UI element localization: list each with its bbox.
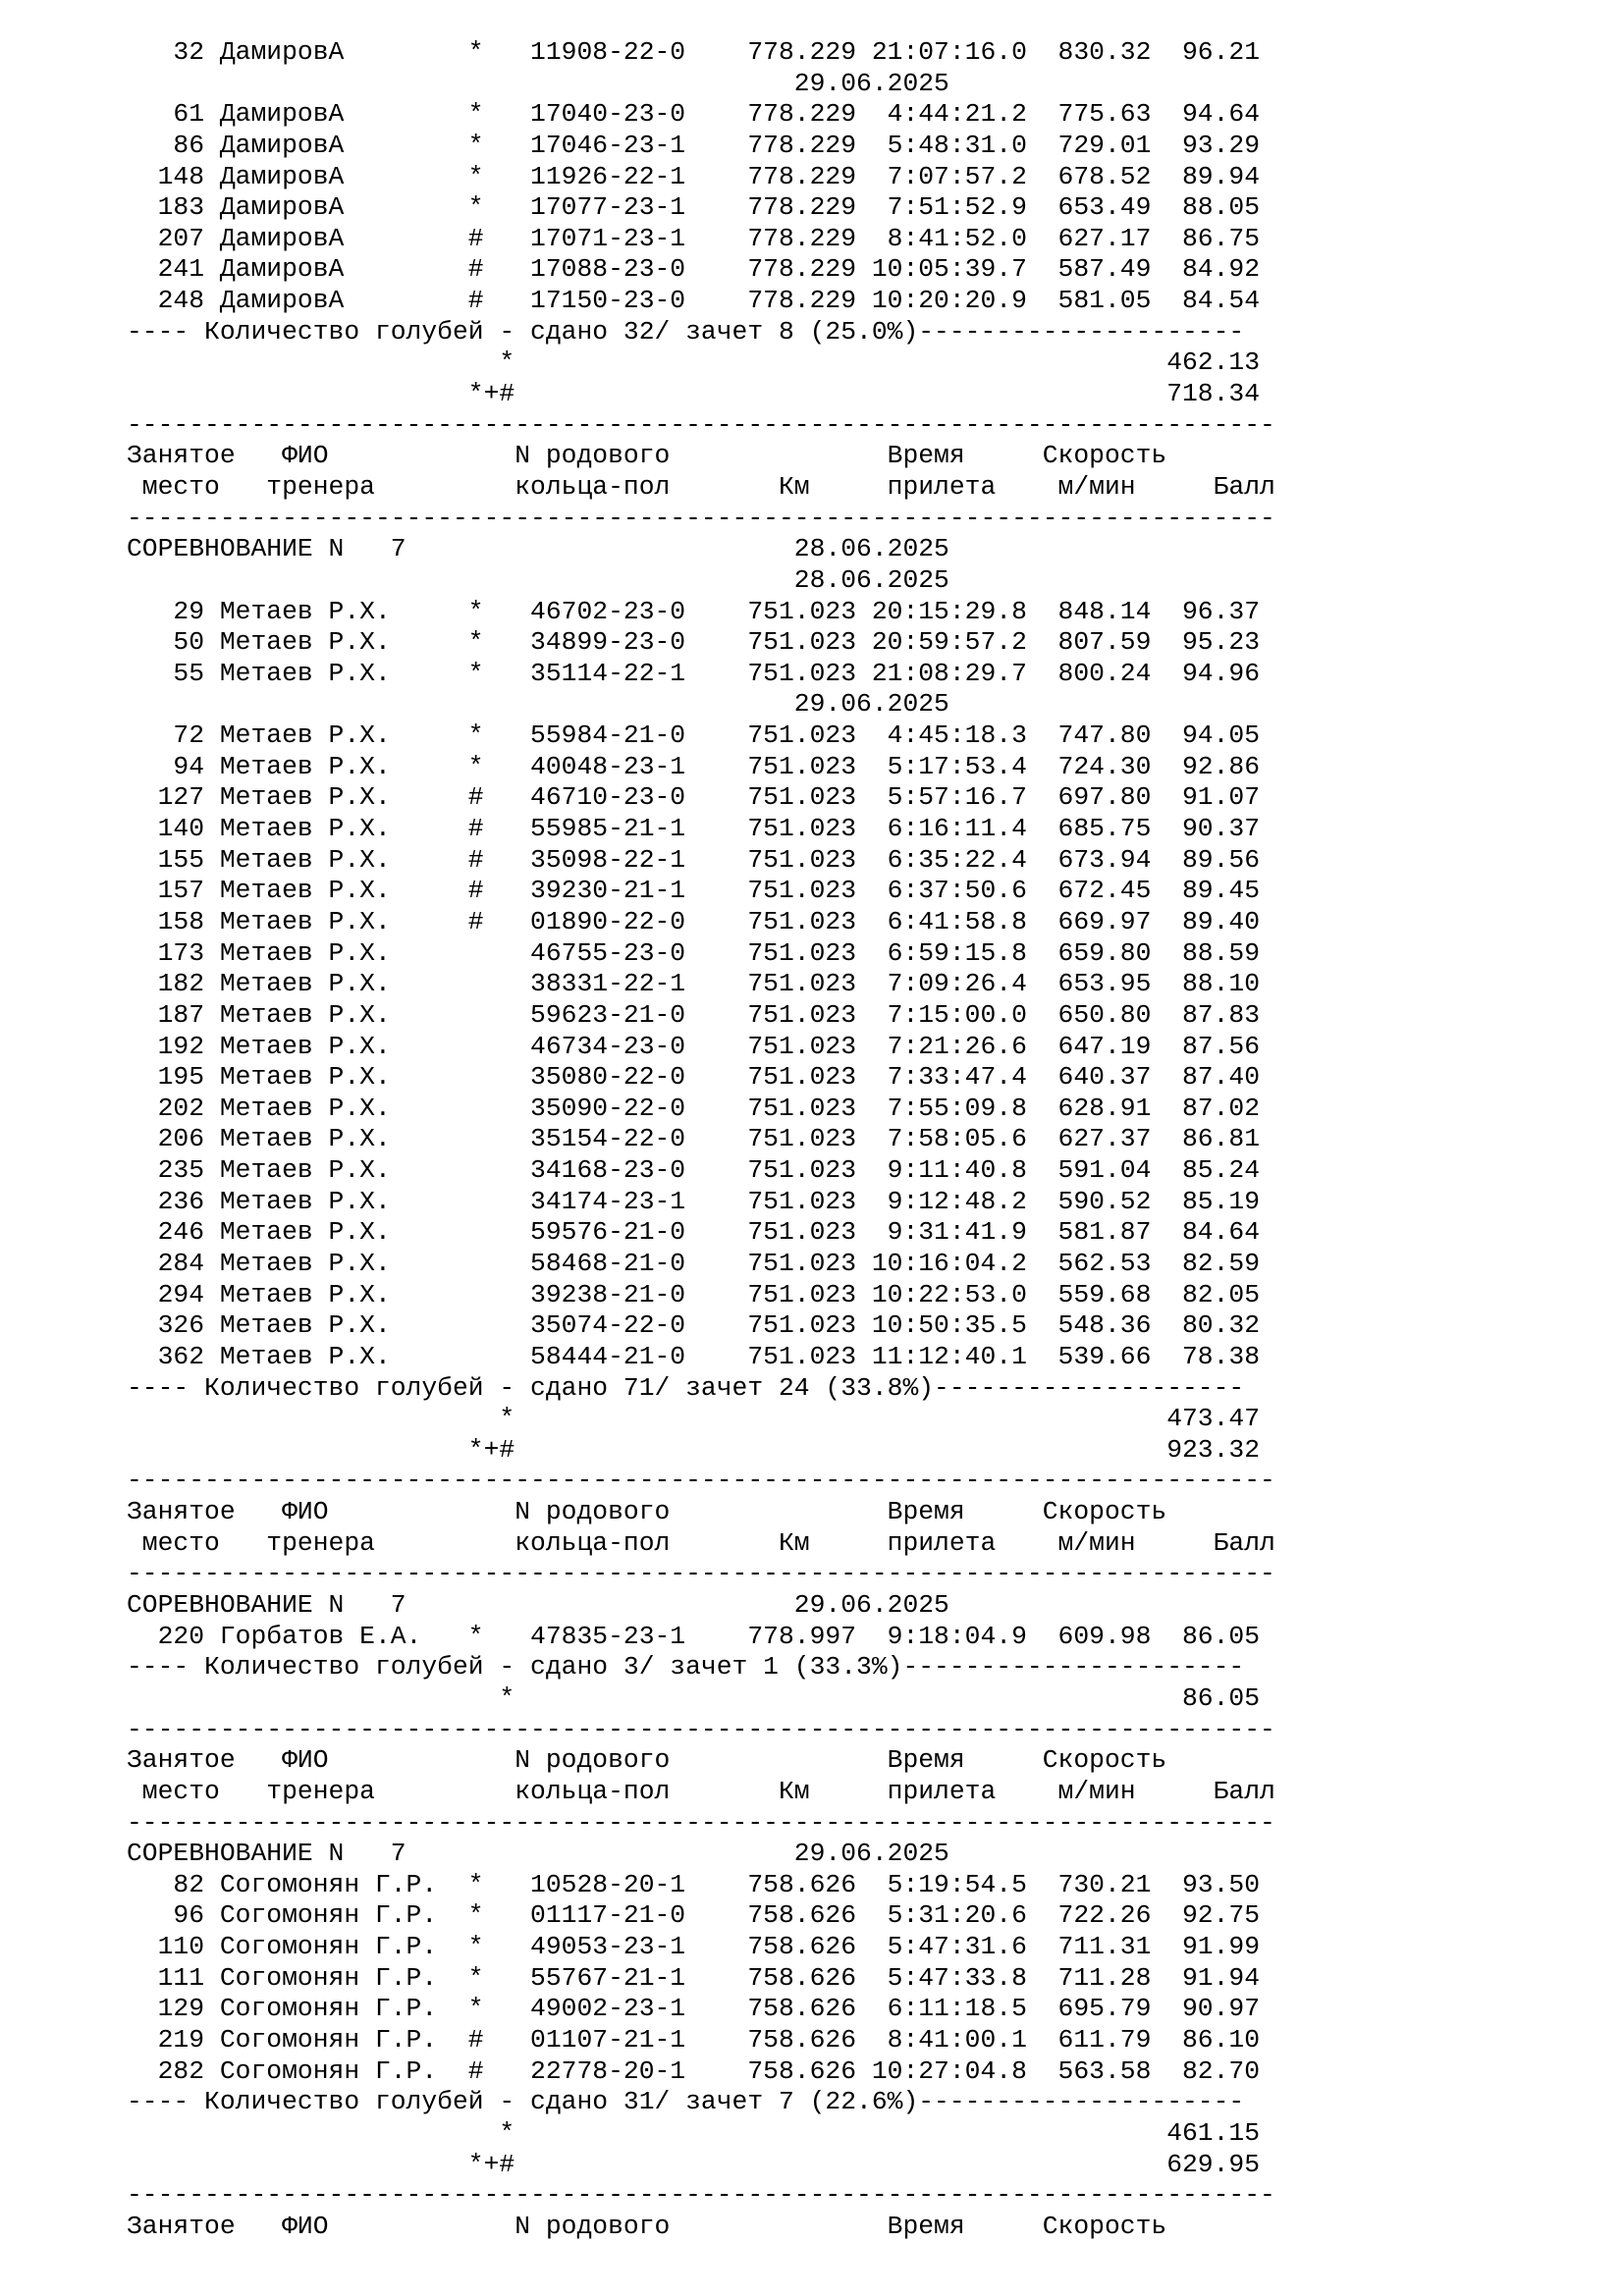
printout-line: 96 Согомонян Г.Р. * 01117-21-0 758.626 5:31:20.6 722.26 92.75 (127, 1900, 1261, 1931)
printout-line: -------------------------------------------------------------------------- (127, 1466, 1275, 1496)
printout-line: Занятое ФИО N родового Время Скорость (127, 441, 1167, 471)
printout-line: 294 Метаев Р.Х. 39238-21-0 751.023 10:22:53.0 559.68 82.05 (127, 1279, 1261, 1309)
printout-line: место тренера кольца-пол Км прилета м/мин Балл (127, 1776, 1275, 1806)
printout-line: -------------------------------------------------------------------------- (127, 503, 1275, 533)
printout-line: 246 Метаев Р.Х. 59576-21-0 751.023 9:31:41.9 581.87 84.64 (127, 1217, 1261, 1248)
printout-line: СОРЕВНОВАНИЕ N 7 29.06.2025 (127, 1839, 949, 1869)
printout-line: 220 Горбатов Е.А. * 47835-23-1 778.997 9:18:04.9 609.98 86.05 (127, 1621, 1261, 1651)
printout-line: ---- Количество голубей - сдано 3/ зачет 1 (33.3%)---------------------- (127, 1652, 1245, 1682)
printout-line: 94 Метаев Р.Х. * 40048-23-1 751.023 5:17:53.4 724.30 92.86 (127, 751, 1261, 781)
printout-line: 72 Метаев Р.Х. * 55984-21-0 751.023 4:45:18.3 747.80 94.05 (127, 721, 1261, 751)
printout-line: Занятое ФИО N родового Время Скорость (127, 1745, 1167, 1776)
printout-line: 129 Согомонян Г.Р. * 49002-23-1 758.626 6:11:18.5 695.79 90.97 (127, 1994, 1261, 2024)
printout-line: место тренера кольца-пол Км прилета м/мин Балл (127, 1527, 1275, 1558)
printout-line: -------------------------------------------------------------------------- (127, 1807, 1275, 1838)
printout-line: 282 Согомонян Г.Р. # 22778-20-1 758.626 10:27:04.8 563.58 82.70 (127, 2056, 1261, 2086)
printout-line: 248 ДамировА # 17150-23-0 778.229 10:20:20.9 581.05 84.54 (127, 286, 1261, 316)
printout-line: место тренера кольца-пол Км прилета м/мин Балл (127, 471, 1275, 502)
printout-line: 187 Метаев Р.Х. 59623-21-0 751.023 7:15:00.0 650.80 87.83 (127, 999, 1261, 1030)
printout-line: * 461.15 (127, 2117, 1261, 2148)
printout-line: -------------------------------------------------------------------------- (127, 1714, 1275, 1744)
printout-line: *+# 923.32 (127, 1434, 1261, 1465)
printout-line: ---- Количество голубей - сдано 31/ зачет 7 (22.6%)--------------------- (127, 2087, 1245, 2117)
printout-line: 182 Метаев Р.Х. 38331-22-1 751.023 7:09:26.4 653.95 88.10 (127, 969, 1261, 999)
printout-line: 206 Метаев Р.Х. 35154-22-0 751.023 7:58:05.6 627.37 86.81 (127, 1124, 1261, 1154)
printout-line: 140 Метаев Р.Х. # 55985-21-1 751.023 6:16:11.4 685.75 90.37 (127, 814, 1261, 844)
results-printout (127, 37, 1275, 2242)
printout-line: 157 Метаев Р.Х. # 39230-21-1 751.023 6:37:50.6 672.45 89.45 (127, 876, 1261, 906)
printout-line: 111 Согомонян Г.Р. * 55767-21-1 758.626 5:47:33.8 711.28 91.94 (127, 1962, 1261, 1993)
printout-line: 192 Метаев Р.Х. 46734-23-0 751.023 7:21:26.6 647.19 87.56 (127, 1031, 1261, 1061)
printout-line: 173 Метаев Р.Х. 46755-23-0 751.023 6:59:15.8 659.80 88.59 (127, 937, 1261, 968)
printout-line: СОРЕВНОВАНИЕ N 7 28.06.2025 (127, 534, 949, 564)
printout-line: 32 ДамировА * 11908-22-0 778.229 21:07:16.0 830.32 96.21 (127, 37, 1261, 67)
printout-line: 326 Метаев Р.Х. 35074-22-0 751.023 10:50:35.5 548.36 80.32 (127, 1310, 1261, 1341)
printout-line: 158 Метаев Р.Х. # 01890-22-0 751.023 6:41:58.8 669.97 89.40 (127, 906, 1261, 936)
printout-line: 155 Метаев Р.Х. # 35098-22-1 751.023 6:35:22.4 673.94 89.56 (127, 844, 1261, 875)
printout-line: -------------------------------------------------------------------------- (127, 409, 1275, 440)
printout-line: 127 Метаев Р.Х. # 46710-23-0 751.023 5:57:16.7 697.80 91.07 (127, 782, 1261, 813)
printout-line: 61 ДамировА * 17040-23-0 778.229 4:44:21.2 775.63 94.64 (127, 99, 1261, 130)
printout-line: 82 Согомонян Г.Р. * 10528-20-1 758.626 5:19:54.5 730.21 93.50 (127, 1869, 1261, 1899)
printout-line: 148 ДамировА * 11926-22-1 778.229 7:07:57.2 678.52 89.94 (127, 161, 1261, 191)
printout-line: 29.06.2025 (127, 68, 949, 98)
printout-line: СОРЕВНОВАНИЕ N 7 29.06.2025 (127, 1590, 949, 1621)
printout-line: 235 Метаев Р.Х. 34168-23-0 751.023 9:11:40.8 591.04 85.24 (127, 1155, 1261, 1186)
printout-line: 241 ДамировА # 17088-23-0 778.229 10:05:39.7 587.49 84.92 (127, 254, 1261, 285)
printout-line: 29.06.2025 (127, 689, 949, 720)
printout-line: 362 Метаев Р.Х. 58444-21-0 751.023 11:12:40.1 539.66 78.38 (127, 1341, 1261, 1371)
printout-line: 183 ДамировА * 17077-23-1 778.229 7:51:52.9 653.49 88.05 (127, 192, 1261, 223)
printout-line: ---- Количество голубей - сдано 32/ зачет 8 (25.0%)--------------------- (127, 316, 1245, 347)
printout-line: 219 Согомонян Г.Р. # 01107-21-1 758.626 8:41:00.1 611.79 86.10 (127, 2025, 1261, 2055)
printout-line: 284 Метаев Р.Х. 58468-21-0 751.023 10:16:04.2 562.53 82.59 (127, 1248, 1261, 1278)
printout-line: 29 Метаев Р.Х. * 46702-23-0 751.023 20:15:29.8 848.14 96.37 (127, 596, 1261, 626)
printout-line: *+# 718.34 (127, 379, 1261, 409)
printout-line: 202 Метаев Р.Х. 35090-22-0 751.023 7:55:09.8 628.91 87.02 (127, 1093, 1261, 1123)
printout-line: 50 Метаев Р.Х. * 34899-23-0 751.023 20:59:57.2 807.59 95.23 (127, 627, 1261, 658)
printout-line: 86 ДамировА * 17046-23-1 778.229 5:48:31.0 729.01 93.29 (127, 130, 1261, 160)
printout-line: ---- Количество голубей - сдано 71/ зачет 24 (33.8%)-------------------- (127, 1372, 1245, 1403)
printout-line: 236 Метаев Р.Х. 34174-23-1 751.023 9:12:48.2 590.52 85.19 (127, 1186, 1261, 1216)
printout-line: 55 Метаев Р.Х. * 35114-22-1 751.023 21:08:29.7 800.24 94.96 (127, 658, 1261, 688)
printout-line: 28.06.2025 (127, 564, 949, 595)
printout-line: 195 Метаев Р.Х. 35080-22-0 751.023 7:33:47.4 640.37 87.40 (127, 1062, 1261, 1093)
printout-line: * 473.47 (127, 1404, 1261, 1434)
printout-line: * 86.05 (127, 1682, 1261, 1713)
printout-line: * 462.13 (127, 347, 1261, 378)
printout-line: Занятое ФИО N родового Время Скорость (127, 1497, 1167, 1527)
printout-line: Занятое ФИО N родового Время Скорость (127, 2211, 1167, 2241)
printout-line: -------------------------------------------------------------------------- (127, 2180, 1275, 2211)
printout-line: -------------------------------------------------------------------------- (127, 1559, 1275, 1589)
printout-line: 110 Согомонян Г.Р. * 49053-23-1 758.626 5:47:31.6 711.31 91.99 (127, 1932, 1261, 1962)
printout-line: 207 ДамировА # 17071-23-1 778.229 8:41:52.0 627.17 86.75 (127, 223, 1261, 253)
printout-line: *+# 629.95 (127, 2149, 1261, 2179)
